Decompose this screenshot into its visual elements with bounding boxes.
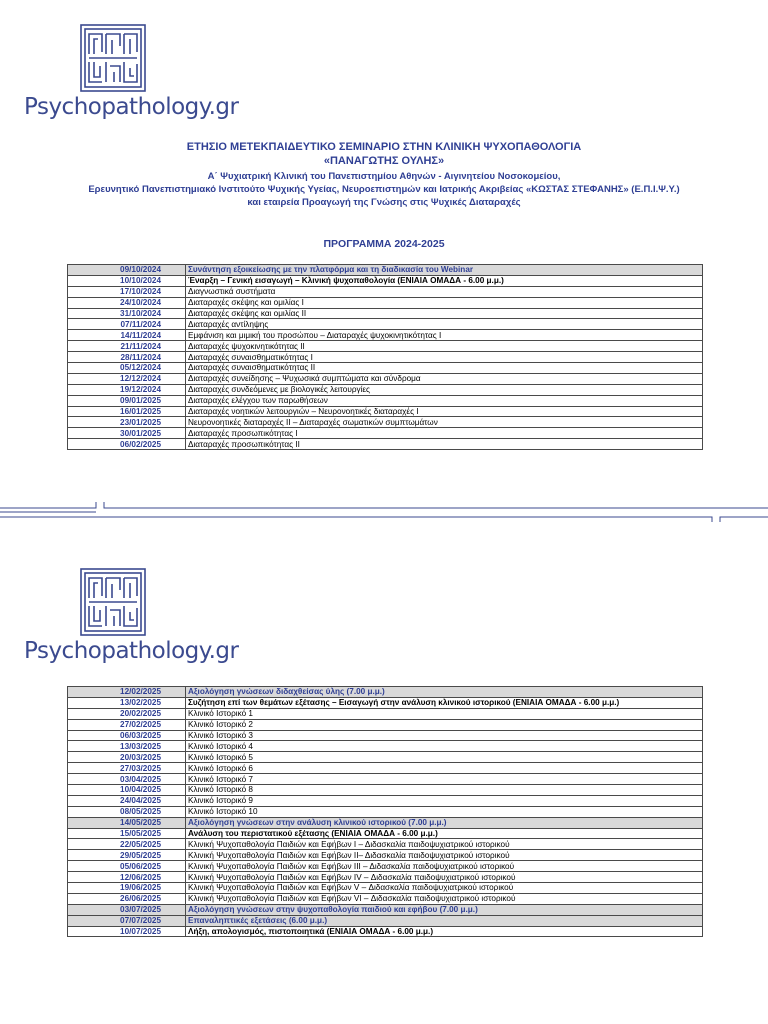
- session-date: 15/05/2025: [68, 828, 186, 839]
- session-topic: Διαταραχές σκέψης και ομιλίας Ι: [186, 297, 703, 308]
- session-date: 08/05/2025: [68, 806, 186, 817]
- session-topic: Κλινικό Ιστορικό 10: [186, 806, 703, 817]
- session-date: 12/06/2025: [68, 872, 186, 883]
- session-date: 16/01/2025: [68, 406, 186, 417]
- session-date: 03/07/2025: [68, 904, 186, 915]
- schedule-row: [68, 373, 703, 384]
- schedule-row: [68, 352, 703, 363]
- session-date: 23/01/2025: [68, 417, 186, 428]
- session-topic: Νευρονοητικές διαταραχές ΙΙ – Διαταραχές σωματικών συμπτωμάτων: [186, 417, 703, 428]
- session-topic: Συνάντηση εξοικείωσης με την πλατφόρμα και τη διαδικασία του Webinar: [186, 265, 703, 276]
- schedule-row: [68, 839, 703, 850]
- schedule-row: [68, 872, 703, 883]
- schedule-row: [68, 319, 703, 330]
- session-date: 05/06/2025: [68, 861, 186, 872]
- session-date: 03/04/2025: [68, 774, 186, 785]
- page-separator: [0, 498, 768, 528]
- schedule-row: [68, 341, 703, 352]
- logo: [24, 24, 238, 120]
- session-topic: Κλινική Ψυχοπαθολογία Παιδιών και Εφήβων IV – Διδασκαλία παιδοψυχιατρικού ιστορικού: [186, 872, 703, 883]
- session-topic: Διαταραχές προσωπικότητας Ι: [186, 428, 703, 439]
- session-date: 10/07/2025: [68, 926, 186, 937]
- session-topic: Κλινική Ψυχοπαθολογία Παιδιών και Εφήβων ΙΙΙ – Διδασκαλία παιδοψυχιατρικού ιστορικού: [186, 861, 703, 872]
- session-date: 27/03/2025: [68, 763, 186, 774]
- session-date: 09/01/2025: [68, 395, 186, 406]
- session-topic: Διαγνωστικά συστήματα: [186, 286, 703, 297]
- schedule-row: [68, 439, 703, 450]
- schedule-row: [68, 275, 703, 286]
- schedule-row: [68, 741, 703, 752]
- schedule-row: [68, 806, 703, 817]
- schedule-row: [68, 861, 703, 872]
- session-date: 10/04/2025: [68, 785, 186, 796]
- session-date: 07/07/2025: [68, 915, 186, 926]
- schedule-row: [68, 406, 703, 417]
- document-header: [0, 140, 768, 209]
- schedule-row: [68, 752, 703, 763]
- schedule-table-page-1: [67, 264, 703, 450]
- session-topic: Διαταραχές αντίληψης: [186, 319, 703, 330]
- session-topic: Διαταραχές συνείδησης – Ψυχωσικά συμπτώματα και σύνδρομα: [186, 373, 703, 384]
- schedule-row: [68, 850, 703, 861]
- schedule-row: [68, 708, 703, 719]
- schedule-row: [68, 763, 703, 774]
- session-topic: Εμφάνιση και μιμική του προσώπου – Διαταραχές ψυχοκινητικότητας Ι: [186, 330, 703, 341]
- header-title: ΕΤΗΣΙΟ ΜΕΤΕΚΠΑΙΔΕΥΤΙΚΟ ΣΕΜΙΝΑΡΙΟ ΣΤΗΝ ΚΛΙΝΙΚΗ ΨΥΧΟΠΑΘΟΛΟΓΙΑ: [186, 141, 582, 153]
- schedule-row: [68, 828, 703, 839]
- session-date: 19/06/2025: [68, 883, 186, 894]
- session-date: 30/01/2025: [68, 428, 186, 439]
- session-date: 12/02/2025: [68, 687, 186, 698]
- session-date: 10/10/2024: [68, 275, 186, 286]
- session-date: 17/10/2024: [68, 286, 186, 297]
- schedule-row: [68, 817, 703, 828]
- session-date: 20/03/2025: [68, 752, 186, 763]
- session-date: 20/02/2025: [68, 708, 186, 719]
- header-subtitle: «ΠΑΝΑΓΩΤΗΣ ΟΥΛΗΣ»: [323, 155, 445, 167]
- session-date: 24/10/2024: [68, 297, 186, 308]
- brand-name: Psychopathology.gr: [24, 94, 239, 120]
- schedule-row: [68, 265, 703, 276]
- schedule-row: [68, 297, 703, 308]
- session-date: 14/05/2025: [68, 817, 186, 828]
- session-topic: Κλινικό Ιστορικό 3: [186, 730, 703, 741]
- session-topic: Κλινικό Ιστορικό 1: [186, 708, 703, 719]
- session-date: 13/03/2025: [68, 741, 186, 752]
- header-line-3: Α΄ Ψυχιατρική Κλινική του Πανεπιστημίου Αθηνών - Αιγινητείου Νοσοκομείου,: [207, 171, 561, 182]
- session-date: 28/11/2024: [68, 352, 186, 363]
- session-topic: Κλινικό Ιστορικό 8: [186, 785, 703, 796]
- schedule-row: [68, 926, 703, 937]
- session-topic: Λήξη, απολογισμός, πιστοποιητικά (ΕΝΙΑΙΑ ΟΜΑΔΑ - 6.00 μ.μ.): [186, 926, 703, 937]
- session-date: 13/02/2025: [68, 697, 186, 708]
- session-topic: Συζήτηση επί των θεμάτων εξέτασης – Εισαγωγή στην ανάλυση κλινικού ιστορικού (ΕΝΙΑΙΑ ΟΜΑΔΑ - 6.00 μ.μ.): [186, 697, 703, 708]
- schedule-row: [68, 697, 703, 708]
- schedule-row: [68, 883, 703, 894]
- session-date: 14/11/2024: [68, 330, 186, 341]
- session-topic: Διαταραχές προσωπικότητας ΙΙ: [186, 439, 703, 450]
- session-topic: Διαταραχές ελέγχου των παρωθήσεων: [186, 395, 703, 406]
- session-topic: Κλινικό Ιστορικό 9: [186, 795, 703, 806]
- logo-page-2: [24, 568, 238, 664]
- header-line-4: Ερευνητικό Πανεπιστημιακό Ινστιτούτο Ψυχικής Υγείας, Νευροεπιστημών και Ιατρικής Ακριβείας «ΚΩΣΤΑΣ ΣΤΕΦΑΝΗΣ» (Ε.Π.Ι.Ψ.Υ.): [88, 184, 680, 195]
- session-date: 09/10/2024: [68, 265, 186, 276]
- schedule-row: [68, 428, 703, 439]
- session-topic: Αξιολόγηση γνώσεων διδαχθείσας ύλης (7.00 μ.μ.): [186, 687, 703, 698]
- schedule-row: [68, 395, 703, 406]
- session-topic: Κλινική Ψυχοπαθολογία Παιδιών και Εφήβων V – Διδασκαλία παιδοψυχιατρικού ιστορικού: [186, 883, 703, 894]
- maze-logo-icon: [80, 24, 238, 92]
- session-date: 29/05/2025: [68, 850, 186, 861]
- schedule-row: [68, 363, 703, 374]
- session-date: 19/12/2024: [68, 384, 186, 395]
- session-date: 06/02/2025: [68, 439, 186, 450]
- session-topic: Κλινική Ψυχοπαθολογία Παιδιών και Εφήβων Ι – Διδασκαλία παιδοψυχιατρικού ιστορικού: [186, 839, 703, 850]
- session-topic: Διαταραχές συνδεόμενες με βιολογικές λειτουργίες: [186, 384, 703, 395]
- session-topic: Διαταραχές νοητικών λειτουργιών – Νευρονοητικές διαταραχές Ι: [186, 406, 703, 417]
- session-topic: Ανάλυση του περιστατικού εξέτασης (ΕΝΙΑΙΑ ΟΜΑΔΑ - 6.00 μ.μ.): [186, 828, 703, 839]
- session-date: 21/11/2024: [68, 341, 186, 352]
- schedule-row: [68, 687, 703, 698]
- schedule-row: [68, 719, 703, 730]
- schedule-row: [68, 286, 703, 297]
- schedule-row: [68, 730, 703, 741]
- header-line-5: και εταιρεία Προαγωγή της Γνώσης στις Ψυχικές Διαταραχές: [247, 197, 521, 208]
- session-topic: Κλινικό Ιστορικό 6: [186, 763, 703, 774]
- schedule-row: [68, 904, 703, 915]
- session-topic: Αξιολόγηση γνώσεων στην ψυχοπαθολογία παιδιού και εφήβου (7.00 μ.μ.): [186, 904, 703, 915]
- schedule-row: [68, 384, 703, 395]
- session-date: 24/04/2025: [68, 795, 186, 806]
- session-topic: Διαταραχές συναισθηματικότητας ΙΙ: [186, 363, 703, 374]
- schedule-row: [68, 774, 703, 785]
- session-date: 06/03/2025: [68, 730, 186, 741]
- session-date: 31/10/2024: [68, 308, 186, 319]
- session-date: 12/12/2024: [68, 373, 186, 384]
- session-date: 27/02/2025: [68, 719, 186, 730]
- schedule-row: [68, 893, 703, 904]
- brand-name: Psychopathology.gr: [24, 638, 239, 664]
- schedule-row: [68, 785, 703, 796]
- program-title: ΠΡΟΓΡΑΜΜΑ 2024-2025: [323, 238, 445, 250]
- schedule-row: [68, 308, 703, 319]
- maze-logo-icon: [80, 568, 238, 636]
- schedule-row: [68, 915, 703, 926]
- session-topic: Κλινικό Ιστορικό 4: [186, 741, 703, 752]
- session-topic: Αξιολόγηση γνώσεων στην ανάλυση κλινικού ιστορικού (7.00 μ.μ.): [186, 817, 703, 828]
- session-topic: Διαταραχές συναισθηματικότητας Ι: [186, 352, 703, 363]
- session-topic: Διαταραχές σκέψης και ομιλίας ΙΙ: [186, 308, 703, 319]
- session-topic: Επαναληπτικές εξετάσεις (6.00 μ.μ.): [186, 915, 703, 926]
- session-topic: Κλινικό Ιστορικό 5: [186, 752, 703, 763]
- session-date: 05/12/2024: [68, 363, 186, 374]
- session-topic: Έναρξη – Γενική εισαγωγή – Κλινική ψυχοπαθολογία (ΕΝΙΑΙΑ ΟΜΑΔΑ - 6.00 μ.μ.): [186, 275, 703, 286]
- session-topic: Κλινικό Ιστορικό 2: [186, 719, 703, 730]
- session-date: 07/11/2024: [68, 319, 186, 330]
- session-date: 26/06/2025: [68, 893, 186, 904]
- schedule-row: [68, 330, 703, 341]
- schedule-table-page-2: [67, 686, 703, 937]
- session-topic: Κλινική Ψυχοπαθολογία Παιδιών και Εφήβων ΙΙ– Διδασκαλία παιδοψυχιατρικού ιστορικού: [186, 850, 703, 861]
- session-date: 22/05/2025: [68, 839, 186, 850]
- schedule-row: [68, 417, 703, 428]
- session-topic: Κλινικό Ιστορικό 7: [186, 774, 703, 785]
- schedule-row: [68, 795, 703, 806]
- session-topic: Κλινική Ψυχοπαθολογία Παιδιών και Εφήβων VI – Διδασκαλία παιδοψυχιατρικού ιστορικού: [186, 893, 703, 904]
- session-topic: Διαταραχές ψυχοκινητικότητας ΙΙ: [186, 341, 703, 352]
